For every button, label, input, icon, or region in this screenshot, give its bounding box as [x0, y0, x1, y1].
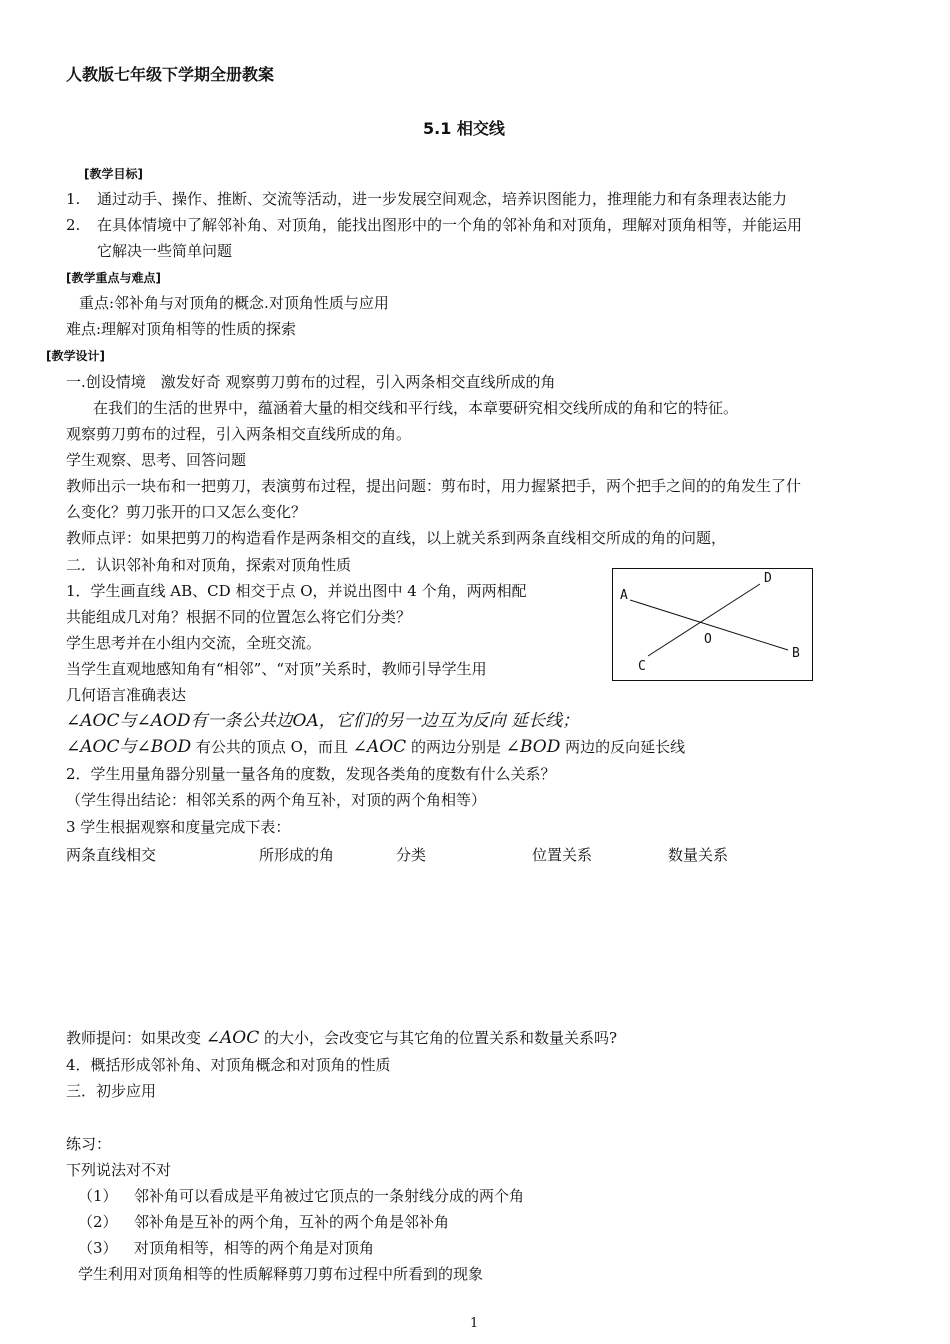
section-two-title: 二．认识邻补角和对顶角，探索对顶角性质	[66, 556, 352, 574]
section-one-comment: 教师点评：如果把剪刀的构造看作是两条相交的直线，以上就关系到两条直线相交所成的角的问题，	[66, 529, 727, 547]
math-statement-1: ∠AOC与∠AOD有一条公共边OA，它们的另一边互为反向 延长线；	[66, 711, 580, 731]
intersecting-lines-figure	[612, 568, 813, 681]
objective-2-number: 2.	[66, 216, 81, 234]
exercise-2-number: （2）	[78, 1213, 118, 1231]
angle-aoc: ∠AOC	[352, 737, 407, 757]
page-number: 1	[470, 1316, 479, 1331]
key-difficulty: 难点:理解对顶角相等的性质的探索	[66, 320, 297, 338]
exercise-2-text: 邻补角是互补的两个角，互补的两个角是邻补角	[134, 1213, 450, 1231]
key-points-heading: [教学重点与难点]	[66, 271, 161, 285]
objective-1-number: 1.	[66, 190, 81, 208]
teacher-question-angle: ∠AOC	[205, 1028, 260, 1048]
section-two-step1-line3: 学生思考并在小组内交流，全班交流。	[66, 634, 322, 652]
section-one-teacher-line1: 教师出示一块布和一把剪刀，表演剪布过程，提出问题：剪布时，用力握紧把手，两个把手之间的的角发生了什	[66, 477, 802, 495]
intersecting-lines-diagram	[612, 568, 813, 681]
section-two-step4: 4．概括形成邻补角、对顶角概念和对顶角的性质	[66, 1056, 391, 1074]
objective-2-text: 在具体情境中了解邻补角、对顶角，能找出图形中的一个角的邻补角和对顶角，理解对顶角相等，并能运用	[97, 216, 803, 234]
section-two-step1-line5: 几何语言准确表达	[66, 686, 187, 704]
document-title: 人教版七年级下学期全册教案	[66, 65, 275, 84]
section-two-step1-line4: 当学生直观地感知角有“相邻”、“对顶”关系时，教师引导学生用	[66, 660, 487, 678]
table-header-angles: 所形成的角	[259, 846, 335, 864]
math-statement-2	[66, 737, 685, 757]
table-header-position: 位置关系	[532, 846, 593, 864]
math-statement-2-text-a: 有公共的顶点 O，而且	[191, 738, 353, 756]
section-one-paragraph: 在我们的生活的世界中，蕴涵着大量的相交线和平行线，本章要研究相交线所成的角和它的特征。	[93, 399, 739, 417]
angle-bod: ∠BOD	[505, 737, 561, 757]
section-one-teacher-line2: 么变化？剪刀张开的口又怎么变化？	[66, 503, 307, 521]
teacher-question-text-a: 教师提问：如果改变	[66, 1029, 206, 1047]
label-a: A	[620, 588, 628, 603]
section-two-step2: 2．学生用量角器分别量一量各角的度数，发现各类角的度数有什么关系？	[66, 765, 556, 783]
exercise-3-number: （3）	[78, 1239, 118, 1257]
design-heading: [教学设计]	[46, 349, 105, 363]
table-header-intersecting: 两条直线相交	[66, 846, 157, 864]
exercise-intro: 下列说法对不对	[66, 1161, 172, 1179]
closing-activity: 学生利用对顶角相等的性质解释剪刀剪布过程中所看到的现象	[78, 1265, 484, 1283]
angle-aoc-bod: ∠AOC与∠BOD	[66, 737, 192, 757]
objective-2-continuation: 它解决一些简单问题	[97, 242, 233, 260]
exercise-1-number: （1）	[78, 1187, 118, 1205]
label-o: O	[704, 632, 712, 647]
label-c: C	[638, 659, 646, 674]
objectives-heading: [教学目标]	[84, 167, 143, 181]
math-statement-2-text-b: 的两边分别是	[406, 738, 506, 756]
section-one-title: 一.创设情境 激发好奇 观察剪刀剪布的过程，引入两条相交直线所成的角	[66, 373, 556, 391]
table-header-quantity: 数量关系	[668, 846, 729, 864]
math-statement-2-text-c: 两边的反向延长线	[560, 738, 686, 756]
exercise-1-text: 邻补角可以看成是平角被过它顶点的一条射线分成的两个角	[134, 1187, 525, 1205]
section-two-step3: 3 学生根据观察和度量完成下表：	[66, 818, 291, 836]
section-two-conclusion: （学生得出结论：相邻关系的两个角互补，对顶的两个角相等）	[66, 791, 487, 809]
label-d: D	[764, 571, 772, 586]
exercise-title: 练习：	[66, 1135, 112, 1153]
section-one-students: 学生观察、思考、回答问题	[66, 451, 247, 469]
label-b: B	[792, 646, 800, 661]
section-two-step1-line1: 1．学生画直线 AB、CD 相交于点 O，并说出图中 4 个角，两两相配	[66, 582, 527, 600]
teacher-question	[66, 1028, 617, 1048]
objective-1-text: 通过动手、操作、推断、交流等活动，进一步发展空间观念，培养识图能力，推理能力和有条理表达能力	[97, 190, 788, 208]
teacher-question-text-b: 的大小，会改变它与其它角的位置关系和数量关系吗?	[259, 1029, 618, 1047]
key-focus: 重点:邻补角与对顶角的概念.对顶角性质与应用	[79, 294, 389, 312]
section-three-title: 三．初步应用	[66, 1082, 157, 1100]
section-two-step1-line2: 共能组成几对角？根据不同的位置怎么将它们分类？	[66, 608, 412, 626]
section-title: 5.1 相交线	[423, 119, 505, 138]
exercise-3-text: 对顶角相等，相等的两个角是对顶角	[134, 1239, 375, 1257]
table-header-category: 分类	[396, 846, 427, 864]
section-one-observe: 观察剪刀剪布的过程，引入两条相交直线所成的角。	[66, 425, 412, 443]
